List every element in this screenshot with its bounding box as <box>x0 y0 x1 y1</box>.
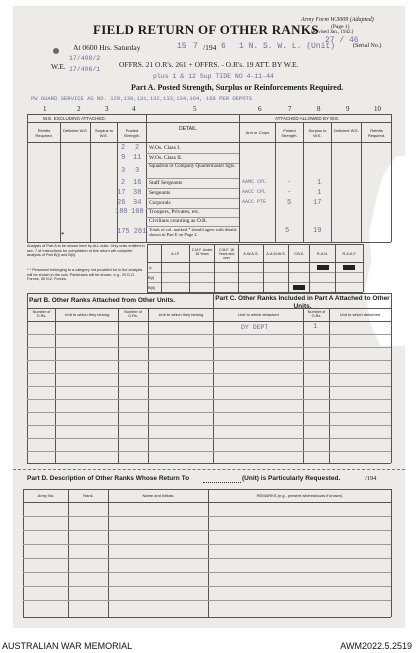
col-number-2: 2 <box>77 105 81 113</box>
analysis-row-bi: B(i) <box>148 275 155 280</box>
col-number-7: 7 <box>288 105 292 113</box>
att-posted-sgt: - <box>287 189 292 197</box>
we-wo1: 2 <box>121 144 126 152</box>
plus-line: plus 1 & 12 Sup TIDE NO 4-11-44 <box>153 73 274 80</box>
att-posted-cpl: 5 <box>287 199 292 207</box>
head-att-posted: Posted Strength. <box>281 128 298 138</box>
part-b-title: Part B. Other Ranks Attached from Other Units. <box>29 297 176 304</box>
arm-ssgt: AAMC CPL <box>242 179 267 185</box>
analysis-row-a: A <box>149 265 152 270</box>
part-d-head-remarks: REMARKS (e.g., present whereabouts if known). <box>256 493 344 498</box>
row-detail-wo2: W.Os. Class II. <box>149 155 183 161</box>
form-name: Army Form W.3009 (Adapted) <box>301 17 374 23</box>
att-posted-totals: 5 <box>285 227 290 235</box>
serial-stamp: 27 / 46 <box>325 36 359 45</box>
att-surplus-cpl: 17 <box>313 199 322 207</box>
row-detail-cpl: Corporals <box>149 200 171 206</box>
attached-allowed-head: ATTACHED ALLOWED BY W.E. <box>275 116 340 121</box>
part-a-title: Part A. Posted Strength, Surplus or Reinforcements Required. <box>131 83 344 92</box>
att-posted-ssgt: - <box>287 179 292 187</box>
we-ssgt: 2 <box>121 179 126 187</box>
head-deficient: Deficient W.E. <box>62 128 89 133</box>
form-title: FIELD RETURN OF OTHER RANKS <box>93 22 319 37</box>
posted-wo1: 2 <box>135 144 140 152</box>
punch-hole <box>53 48 59 54</box>
we-sgt: 17 <box>117 189 126 197</box>
posted-wo2: 11 <box>133 154 142 162</box>
we-label: W.E. <box>51 62 66 71</box>
torn-edge <box>365 156 405 346</box>
col-number-5: 5 <box>193 105 197 113</box>
stamp-line: PW GUARD SERVICE AS NO. 129,130,131,132,133,134,164, 168 PER DEPOTS <box>31 95 253 102</box>
part-d-title-date: /194 <box>365 475 377 482</box>
part-d-head-rank: Rank. <box>83 493 94 498</box>
we-wo2: 9 <box>121 154 126 162</box>
part-b-head-number: Number of O.Rs. <box>32 310 51 318</box>
analysis-raaf: R.A.A.F. <box>342 252 357 256</box>
footer-left: AUSTRALIAN WAR MEMORIAL <box>2 641 133 651</box>
posted-totals: 175 261 <box>117 228 147 236</box>
raaf-redaction <box>343 265 355 270</box>
col-number-10: 10 <box>374 105 381 113</box>
analysis-ran: R.A.N. <box>316 252 329 256</box>
part-d-title-mid: (Unit) is Particularly Requested. <box>242 475 341 482</box>
part-c-head-number: Number of O.Rs. <box>307 310 326 318</box>
serial-label: (Serial No.) <box>353 43 382 49</box>
form-sheet <box>13 6 405 628</box>
col-number-3: 3 <box>105 105 109 113</box>
date-month: 7 <box>193 42 198 51</box>
offrs-line: OFFRS. 21 O.R's. 261 + OFFRS. - O.R's. 19 ATT. BY W.E. <box>119 60 299 69</box>
analysis-cmf-under18: C.M.F. Under 18 Years <box>191 248 213 257</box>
ran-redaction <box>317 265 329 270</box>
row-detail-cqms: Squadron or Company Quartermaster Sgts. <box>149 164 236 169</box>
part-c-head-unit-2: Unit to which detached <box>339 312 381 317</box>
totals-marker: * <box>61 231 65 239</box>
part-b-head-unit-2: Unit to which they belong <box>158 312 204 317</box>
analysis-row-bii: B(ii) <box>148 285 156 290</box>
row-detail-totals: Totals of col. marked * should agree with details shown in Part E on Page 2. <box>149 227 237 237</box>
posted-cqms: 3 <box>135 167 140 175</box>
part-b-head-number-2: Number of O.Rs. <box>124 310 142 318</box>
part-c-entry-number: 1 <box>313 323 318 331</box>
analysis-note-2: * * Personnel belonging to a category not provided for in the analysis will be shown in the cols. Particulars will be shown, e.g., 20 D.G. Forces, 35 N.Z. Forces. <box>27 268 143 282</box>
date-year-end: 6 <box>221 42 226 51</box>
date-year: /194 <box>203 43 217 52</box>
unit-stamp: 1 N. S. W. L. (Unit) <box>239 42 336 51</box>
posted-ssgt: 16 <box>133 179 142 187</box>
analysis-aamws: A.A.M.W.S. <box>266 252 286 256</box>
row-detail-sgt: Sergeants <box>149 190 171 196</box>
row-detail-pte: Troopers, Privates, etc. <box>149 209 200 215</box>
col-number-6: 6 <box>258 105 262 113</box>
detail-head: DETAIL. <box>179 126 198 132</box>
date-day: 15 <box>177 42 187 51</box>
analysis-civil: CIVIL <box>294 252 304 256</box>
att-surplus-totals: 19 <box>313 227 322 235</box>
we-value-1: 17/408/2 <box>69 55 101 62</box>
col-number-8: 8 <box>317 105 321 113</box>
head-att-deficient: Deficient W.E. <box>333 128 360 133</box>
we-value-2: 17/406/1 <box>69 66 101 73</box>
col-number-4: 4 <box>132 105 136 113</box>
we-cqms: 3 <box>121 167 126 175</box>
analysis-note: Analysis of Part A to be shown here by ALL units. Only units entitled in sec. 7 of Instructions for compilation of this return will complete analysis of Part B(i) and B(ii). <box>27 244 145 258</box>
part-c-head-unit: Unit to which detached <box>238 312 279 317</box>
part-c-title: Part C. Other Ranks Included in Part A Attached to Other Units. <box>215 295 390 310</box>
head-att-reinfts: Reinfts Required. <box>367 128 386 138</box>
att-surplus-sgt: 1 <box>317 189 322 197</box>
head-att-surplus: Surplus to W.E. <box>308 128 327 138</box>
we-cpl: 26 <box>117 199 126 207</box>
arm-cpl: AACC PTE <box>242 199 267 205</box>
row-detail-ssgt: Staff Sergeants <box>149 180 183 186</box>
part-d-unit-blank <box>203 482 241 483</box>
footer-right: AWM2022.5.2519 <box>340 641 412 651</box>
part-d-head-army-no: Army No. <box>37 493 55 498</box>
row-detail-civ: Civilians counting as O.R. <box>149 218 208 224</box>
analysis-aif: A.I.F. <box>171 252 180 256</box>
col-number-1: 1 <box>43 105 47 113</box>
head-reinfts: Reinfts Required. <box>35 128 53 138</box>
part-c-entry-unit: DY DEPT <box>241 324 269 331</box>
we-pte: 180 <box>115 208 128 216</box>
form-page: (Page 1) <box>331 24 350 30</box>
we-excluding-head: W.E. EXCLUDING ATTACHED. <box>43 116 106 121</box>
at-label: At 0600 Hrs. Saturday <box>73 43 141 52</box>
civil-redaction <box>293 285 305 290</box>
arm-sgt: AACC CPL <box>242 189 267 195</box>
row-detail-wo1: W.Os. Class I. <box>149 145 181 151</box>
part-d-title: Part D. Description of Other Ranks Whose Return To <box>27 475 190 482</box>
part-b-head-unit: Unit to which they belong <box>64 312 110 317</box>
analysis-awas: A.W.A.S. <box>243 252 259 256</box>
part-d-head-name: Name and Initials. <box>142 493 175 498</box>
att-surplus-ssgt: 1 <box>317 179 322 187</box>
head-posted: Posted Strength. <box>123 128 141 138</box>
posted-pte: 160 <box>131 208 144 216</box>
posted-cpl: 34 <box>133 199 142 207</box>
col-number-9: 9 <box>346 105 350 113</box>
head-arm-corps: Arm or Corps <box>245 130 270 135</box>
head-surplus: Surplus to W.E. <box>94 128 113 138</box>
form-revised: (Revised Jan., 1942.) <box>311 30 354 35</box>
posted-sgt: 38 <box>133 189 142 197</box>
analysis-cmf-over18: C.M.F. 18 Years and over <box>218 248 235 261</box>
